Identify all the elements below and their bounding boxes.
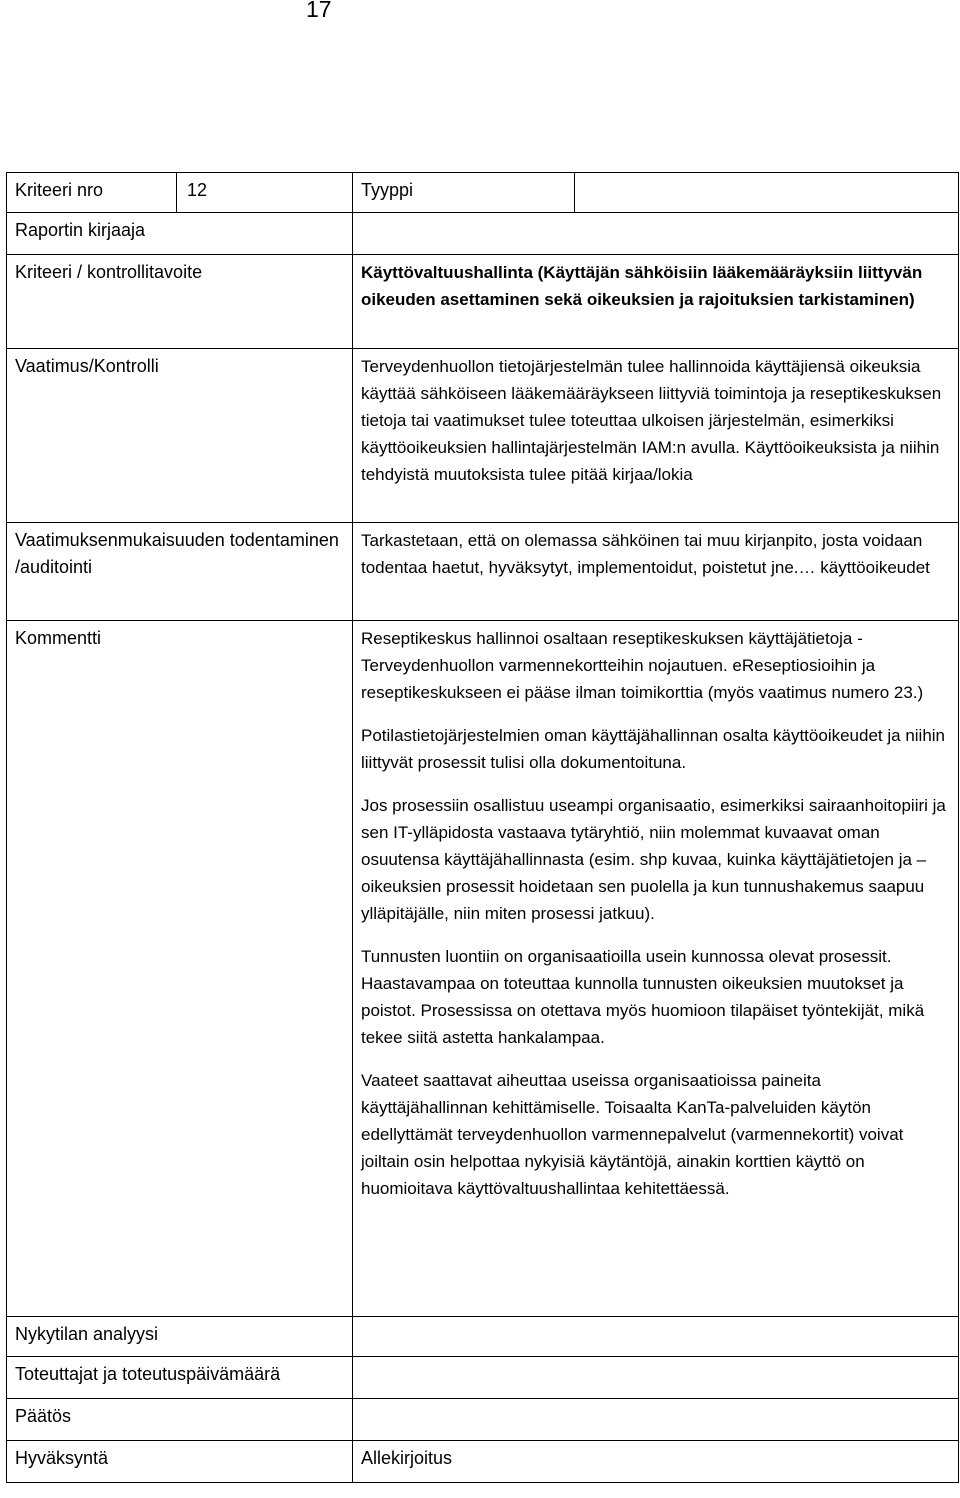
comment-paragraph: Tunnusten luontiin on organisaatioilla usein kunnossa olevat prosessit. Haastavampaa on toteuttaa kunnolla tunnusten oikeuksien muutokset ja poistot. Prosessissa on otettava myös huomioon tilapäiset työntekijät, mikä tekee siitä astetta hankalampaa.: [361, 947, 925, 1047]
decision-row: [7, 1399, 959, 1441]
comment-paragraph: Vaateet saattavat aiheuttaa useissa organisaatioissa paineita käyttäjähallinnan kehittämiselle. Toisaalta KanTa-palveluiden käytön edellyttämät terveydenhuollon varmennepalvelut (varmennekortit) voivat joiltain osin helpottaa nykyisiä käytäntöjä, ainakin korttien käyttö on huomioitava käyttövaltuushallintaa kehitettäessä.: [361, 1071, 904, 1198]
implementers-label: Toteuttajat ja toteutuspäivämäärä: [7, 1357, 353, 1399]
requirement-label: Vaatimus/Kontrolli: [7, 349, 353, 523]
criterion-number-row: [7, 173, 959, 213]
criterion-row: [7, 255, 959, 349]
verification-value: Tarkastetaan, että on olemassa sähköinen tai muu kirjanpito, josta voidaan todentaa haetut, hyväksytyt, implementoidut, poistetut jne.… käyttöoikeudet: [353, 523, 959, 621]
verification-row: [7, 523, 959, 621]
criteria-form-table: [6, 172, 959, 1483]
reporter-row: [7, 213, 959, 255]
criterion-label: Kriteeri / kontrollitavoite: [7, 255, 353, 349]
analysis-value: [353, 1317, 959, 1357]
analysis-label: Nykytilan analyysi: [7, 1317, 353, 1357]
comment-paragraph: Jos prosessiin osallistuu useampi organisaatio, esimerkiksi sairaanhoitopiiri ja sen IT-ylläpidosta vastaava tytäryhtiö, niin molemmat kuvaavat oman osuutensa käyttäjähallinnasta (esim. shp kuvaa, kuinka käyttäjätietojen ja –oikeuksien prosessit hoidetaan sen puolella ja kun tunnushakemus saapuu ylläpitäjälle, niin miten prosessi jatkuu).: [361, 796, 946, 923]
comment-row: [7, 621, 959, 1317]
criterion-number-value: 12: [177, 173, 353, 213]
reporter-value: [353, 213, 959, 255]
reporter-label: Raportin kirjaaja: [7, 213, 353, 255]
comment-value: [353, 621, 959, 1317]
approver-row: [7, 1441, 959, 1483]
type-label: Tyyppi: [353, 173, 575, 213]
type-value: [575, 173, 959, 213]
verification-label: Vaatimuksenmukaisuuden todentaminen /auditointi: [7, 523, 353, 621]
decision-label: Päätös: [7, 1399, 353, 1441]
comment-paragraph: Potilastietojärjestelmien oman käyttäjähallinnan osalta käyttöoikeudet ja niihin liittyvät prosessit tulisi olla dokumentoituna.: [361, 726, 946, 772]
decision-value: [353, 1399, 959, 1441]
implementers-value: [353, 1357, 959, 1399]
requirement-value: Terveydenhuollon tietojärjestelmän tulee hallinnoida käyttäjiensä oikeuksia käyttää sähköiseen lääkemääräykseen liittyviä toimintoja ja reseptikeskuksen tietoja tai vaatimukset tulee toteuttaa ulkoisen järjestelmän, esimerkiksi käyttöoikeuksien hallintajärjestelmän IAM:n avulla. Käyttöoikeuksista ja niihin tehdyistä muutoksista tulee pitää kirjaa/lokia: [353, 349, 959, 523]
signature-label: Allekirjoitus: [353, 1441, 959, 1483]
criterion-number-label: Kriteeri nro: [7, 173, 177, 213]
comment-paragraph: Reseptikeskus hallinnoi osaltaan reseptikeskuksen käyttäjätietoja - Terveydenhuollon varmennekortteihin nojautuen. eReseptiosioihin ja reseptikeskukseen ei pääse ilman toimikorttia (myös vaatimus numero 23.): [361, 629, 924, 702]
page-number: 17: [306, 0, 332, 22]
analysis-row: [7, 1317, 959, 1357]
comment-label: Kommentti: [7, 621, 353, 1317]
requirement-row: [7, 349, 959, 523]
criterion-value: Käyttövaltuushallinta (Käyttäjän sähköisiin lääkemääräyksiin liittyvän oikeuden asettaminen sekä oikeuksien ja rajoituksien tarkistaminen): [353, 255, 959, 349]
implementers-row: [7, 1357, 959, 1399]
approver-label: Hyväksyntä: [7, 1441, 353, 1483]
